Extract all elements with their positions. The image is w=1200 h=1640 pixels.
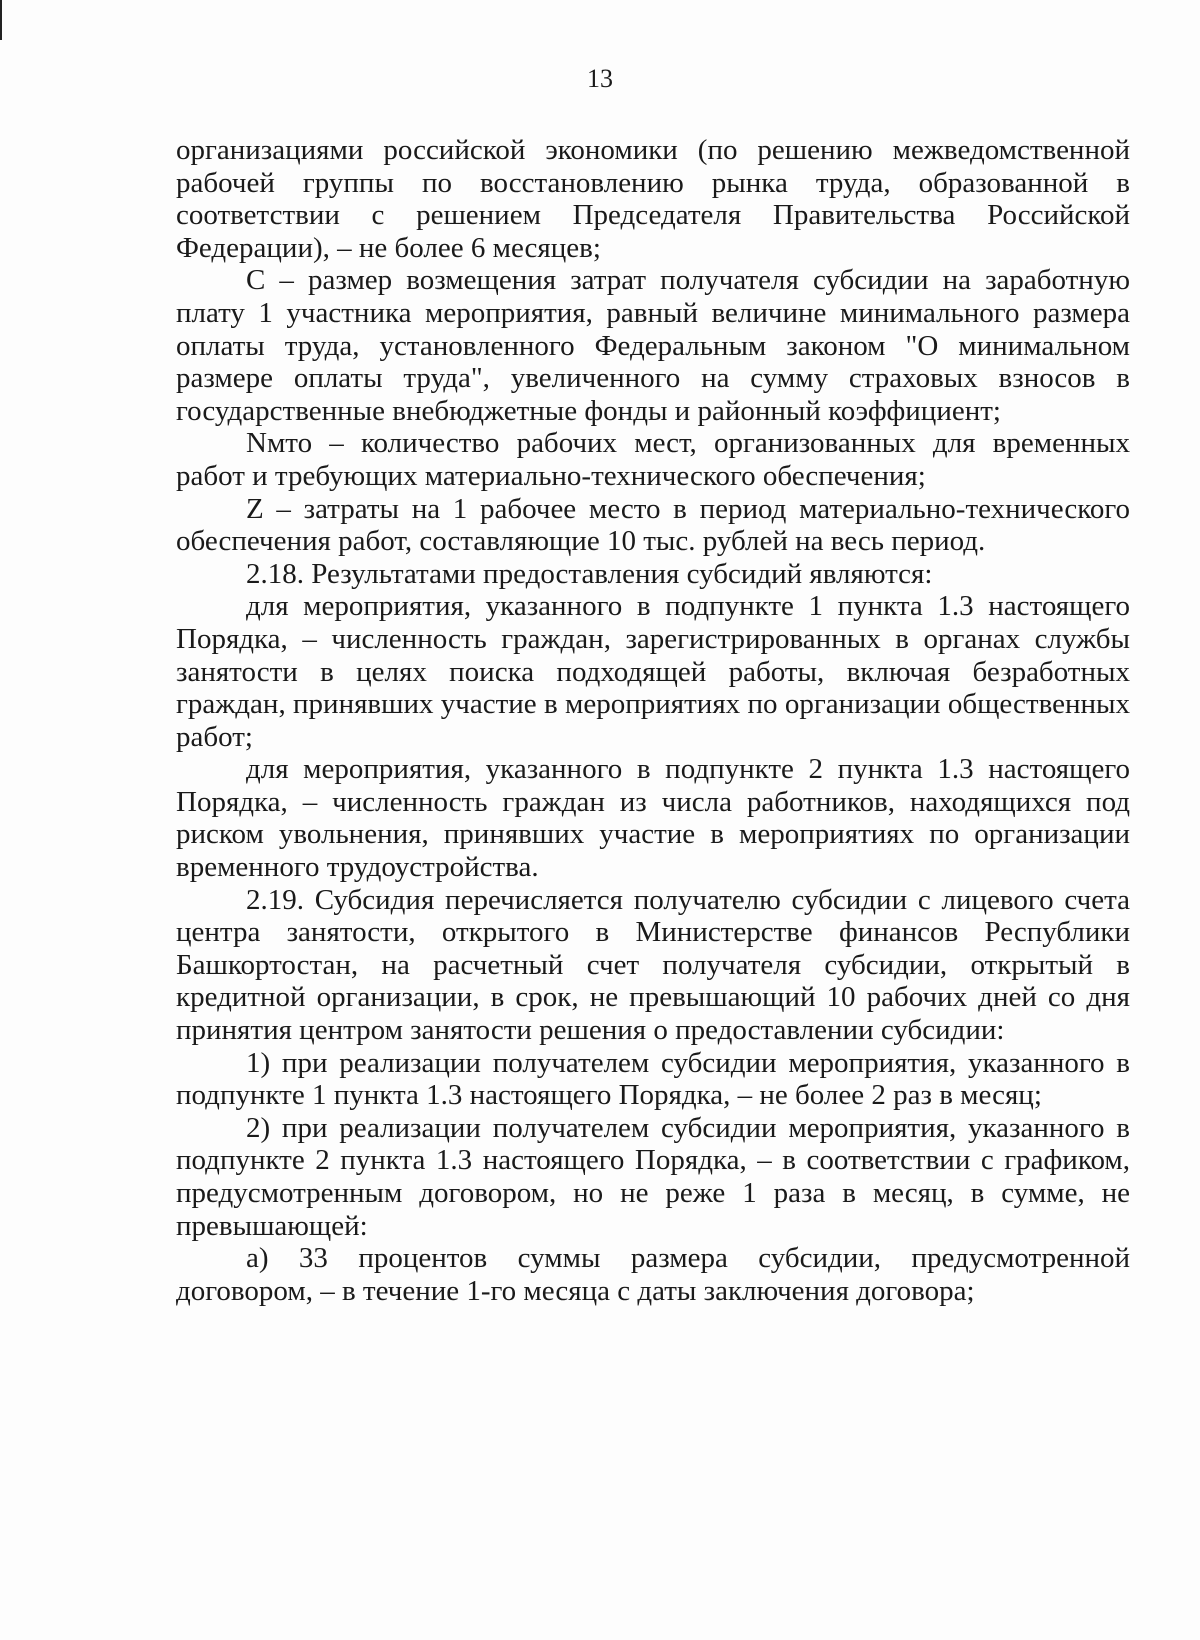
section-heading: 2.18. Результатами предоставления субсидий являются: xyxy=(246,557,933,590)
paragraph: для мероприятия, указанного в подпункте 1 пункта 1.3 настоящего Порядка, – численность граждан, зарегистрированных в органах службы занятости в целях поиска подходящей работы, включая безработных граждан, принявших участие в мероприятиях по организации общественных работ; xyxy=(176,590,1130,753)
list-item: а) 33 процентов суммы размера субсидии, предусмотренной договором, – в течение 1-го месяца с даты заключения договора; xyxy=(176,1242,1130,1307)
paragraph: для мероприятия, указанного в подпункте 2 пункта 1.3 настоящего Порядка, – численность граждан из числа работников, находящихся под риском увольнения, принявших участие в мероприятиях по организации временного трудоустройства. xyxy=(176,753,1130,884)
paragraph: 2.19. Субсидия перечисляется получателю субсидии с лицевого счета центра занятости, открытого в Министерстве финансов Республики Башкортостан, на расчетный счет получателя субсидии, открытый в кредитной организации, в срок, не превышающий 10 рабочих дней со дня принятия центром занятости решения о предоставлении субсидии: xyxy=(176,883,1130,1047)
paragraph: организациями российской экономики (по решению межведомственной рабочей группы по восстановлению рынка труда, образованной в соответствии с решением Председателя Правительства Российской Федерации), – не более 6 месяцев; xyxy=(176,134,1130,264)
paragraph: Nмто – количество рабочих мест, организованных для временных работ и требующих материально-технического обеспечения; xyxy=(176,427,1130,492)
paragraph: С – размер возмещения затрат получателя субсидии на заработную плату 1 участника мероприятия, равный величине минимального размера оплаты труда, установленного Федеральным законом "О минимальном размере оплаты труда", увеличенного на сумму страховых взносов в государственные внебюджетные фонды и районный коэффициент; xyxy=(176,264,1130,427)
list-item: 1) при реализации получателем субсидии мероприятия, указанного в подпункте 1 пункта 1.3 настоящего Порядка, – не более 2 раз в месяц; xyxy=(176,1046,1130,1112)
page-number: 13 xyxy=(587,64,613,93)
list-item: 2) при реализации получателем субсидии мероприятия, указанного в подпункте 2 пункта 1.3 настоящего Порядка, – в соответствии с графиком, предусмотренным договором, но не реже 1 раза в месяц, в сумме, не превышающей: xyxy=(176,1111,1130,1242)
document-body xyxy=(176,134,1130,1307)
scan-edge-mark xyxy=(0,0,2,40)
paragraph: Z – затраты на 1 рабочее место в период материально-технического обеспечения работ, составляющие 10 тыс. рублей на весь период. xyxy=(176,492,1130,558)
